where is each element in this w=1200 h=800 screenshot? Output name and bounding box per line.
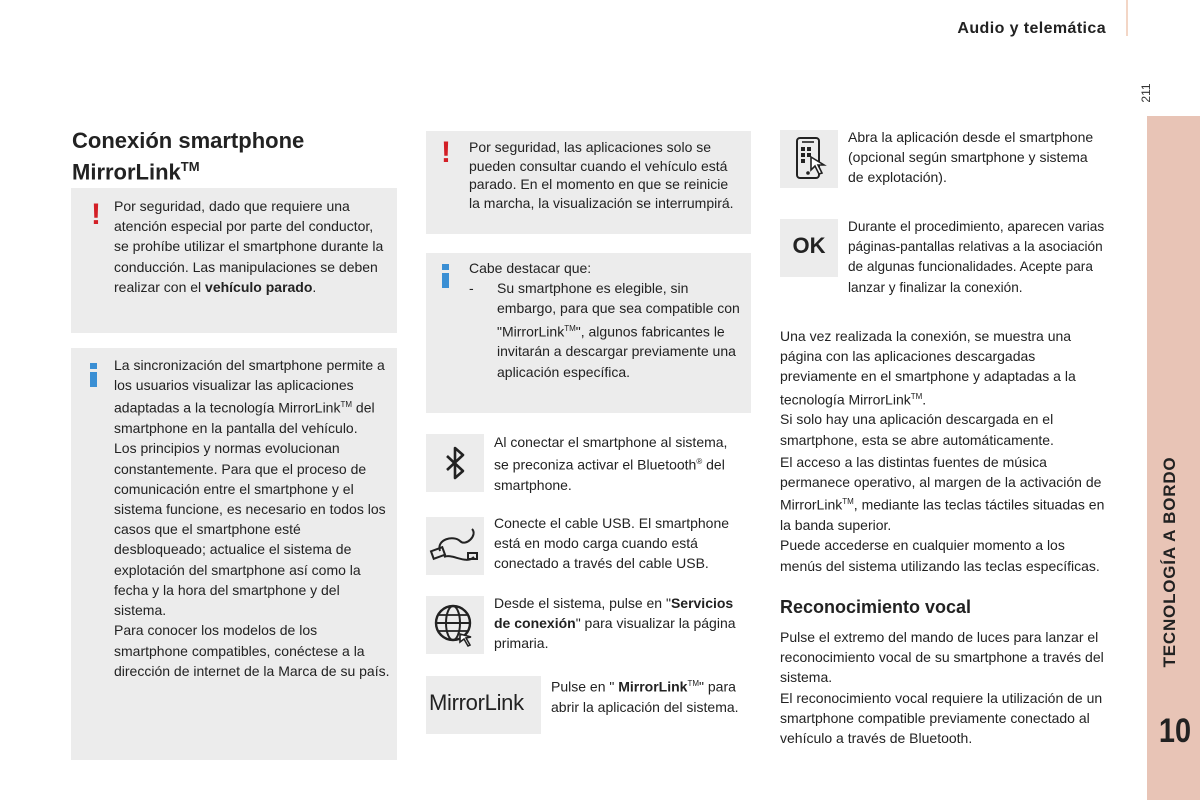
info-box-compat	[426, 253, 751, 413]
info-box-sync	[71, 348, 397, 760]
bluetooth-icon-box	[426, 434, 484, 492]
ok-icon-box	[780, 219, 838, 277]
warning-box-apps	[426, 131, 751, 234]
section-title: Audio y telemática	[957, 20, 1106, 37]
header-divider	[1126, 0, 1128, 36]
info-paragraph-2: Los principios y normas evolucionan constantemente. Para que el proceso de comunicación entre el smartphone y el sistema funcione, es necesario en todos los casos que el smartphone esté desbloqueado; actualice el sistema de explotación del smartphone así como la fecha y la hora del smartphone y del sistema.	[114, 440, 386, 619]
info-intro: Cabe destacar que:	[469, 260, 592, 276]
connection-paragraph: Una vez realizada la conexión, se muestra una página con las aplicaciones descargadas previamente en el smartphone y adaptadas a la tecnología MirrorLink™. Si solo hay una aplicación descargada en el smartphone, esta se abre automáticamente.	[780, 328, 1076, 448]
connected-services-icon	[426, 596, 484, 654]
ok-step-text: Durante el procedimiento, aparecen varias páginas-pantallas relativas a la asociación de algunas funcionalidades. Acepte para lanzar y finalizar la conexión.	[848, 219, 1105, 295]
chapter-tab-label: TECNOLOGÍA A BORDO	[1160, 456, 1179, 668]
page-title: Conexión smartphone MirrorLink™	[72, 128, 305, 185]
chapter-number: 10	[1158, 712, 1192, 750]
voice-recognition-heading: Reconocimiento vocal	[780, 597, 972, 617]
warning-box-driving	[71, 188, 397, 333]
services-icon-box	[426, 596, 484, 654]
open-app-step-text: Abra la aplicación desde el smartphone (opcional según smartphone y sistema de explotación).	[848, 129, 1094, 186]
warning-icon: !	[441, 136, 451, 169]
warning-text-driving: Por seguridad, dado que requiere una atención especial por parte del conductor, se prohíbe utilizar el smartphone durante la conducción. Las manipulaciones se deben realizar con el vehículo parado.	[114, 198, 384, 295]
list-item: - Su smartphone es elegible, sin embargo, para que sea compatible con "MirrorLink™", algunos fabricantes le invitarán a descargar previamente una aplicación específica.	[469, 280, 740, 380]
bluetooth-step-text: Al conectar el smartphone al sistema, se preconiza activar el Bluetooth® del smartphone.	[494, 434, 728, 494]
music-access-paragraph: El acceso a las distintas fuentes de música permanece operativo, al margen de la activación de MirrorLink™, mediante las teclas táctiles situadas en la banda superior. Puede accederse en cualquier momento a los menús del sistema utilizando las teclas específicas.	[780, 454, 1105, 574]
warning-icon: !	[91, 198, 101, 231]
info-icon	[442, 264, 449, 288]
usb-icon-box	[426, 517, 484, 575]
usb-step-text: Conecte el cable USB. El smartphone está en modo carga cuando está conectado a través del cable USB.	[494, 515, 730, 572]
mirrorlink-logo-box	[426, 676, 541, 734]
mirrorlink-logo: MirrorLink	[429, 690, 524, 715]
mirrorlink-step-text: Pulse en " MirrorLink™" para abrir la aplicación del sistema.	[551, 678, 739, 715]
info-text-sync	[114, 355, 390, 681]
bluetooth-icon	[426, 434, 484, 492]
warning-text-apps: Por seguridad, las aplicaciones solo se pueden consultar cuando el vehículo está parado. En el momento en que se reinicie la marcha, la visualización se interrumpirá.	[469, 139, 734, 211]
page-number: 211	[1139, 83, 1153, 103]
usb-cable-icon	[426, 517, 484, 575]
info-paragraph-3: Para conocer los modelos de los smartphone compatibles, conéctese a la dirección de internet de la Marca de su país.	[114, 622, 390, 679]
ok-icon: OK	[792, 233, 826, 258]
info-text-compat	[469, 258, 744, 382]
smartphone-icon-box	[780, 130, 838, 188]
services-step-text: Desde el sistema, pulse en "Servicios de conexión" para visualizar la página primaria.	[494, 595, 736, 652]
info-paragraph-1: La sincronización del smartphone permite a los usuarios visualizar las aplicaciones adaptadas a la tecnología MirrorLink™ del smartphone en la pantalla del vehículo.	[114, 357, 385, 437]
voice-recognition-text: Pulse el extremo del mando de luces para lanzar el reconocimiento vocal de su smartphone a través del sistema. El reconocimiento vocal requiere la utilización de un smartphone compatible previamente conectado al vehículo a través de Bluetooth.	[780, 629, 1104, 747]
info-icon	[90, 363, 97, 387]
smartphone-touch-icon	[780, 130, 838, 188]
